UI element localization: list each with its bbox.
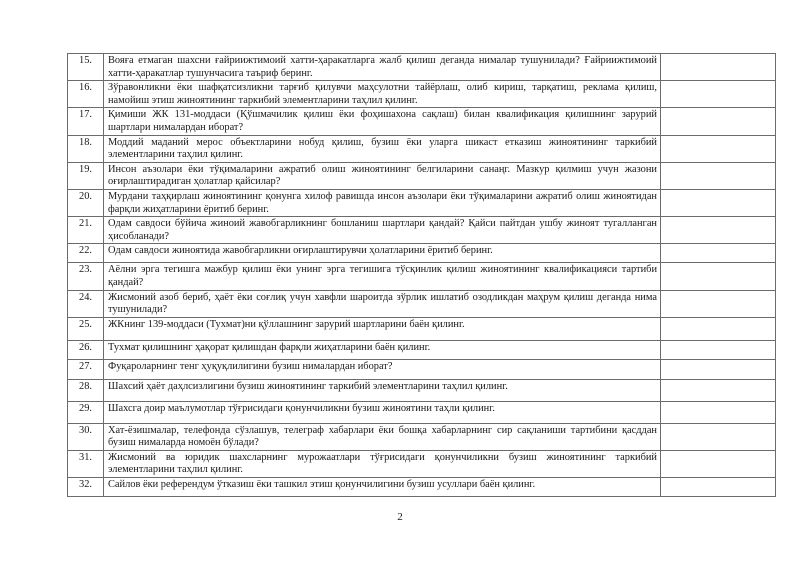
question-text: Одам савдоси бўйича жиноий жавобгарликнинг бошланиш шартлари қандай? Қайси пайтдан ушбу жиноят тугалланган ҳисобланади? [104, 217, 661, 244]
answer-cell [661, 244, 776, 263]
question-number: 32. [68, 478, 104, 497]
question-text: Шахсга доир маълумотлар тўғрисидаги қонунчиликни бузиш жиноятини таҳли қилинг. [104, 401, 661, 423]
answer-cell [661, 478, 776, 497]
question-number: 31. [68, 450, 104, 477]
table-row [68, 423, 776, 450]
answer-cell [661, 189, 776, 216]
table-row [68, 217, 776, 244]
question-number: 19. [68, 162, 104, 189]
table-row [68, 290, 776, 317]
question-number: 17. [68, 108, 104, 135]
table-row [68, 54, 776, 81]
questions-table [67, 53, 776, 497]
question-text: Одам савдоси жиноятида жавобгарликни оғирлаштирувчи ҳолатларини ёритиб беринг. [104, 244, 661, 263]
question-text: Аёлни эрга тегишга мажбур қилиш ёки унинг эрга тегишига тўсқинлик қилиш жиноятининг квалификацияси тартиби қандай? [104, 263, 661, 290]
question-text: Шахсий ҳаёт даҳлсизлигини бузиш жиноятининг таркибий элементларини таҳлил қилинг. [104, 379, 661, 401]
question-number: 29. [68, 401, 104, 423]
question-text: Фуқароларнинг тенг ҳуқуқлилигини бузиш нималардан иборат? [104, 359, 661, 379]
question-number: 23. [68, 263, 104, 290]
question-number: 22. [68, 244, 104, 263]
question-text: Инсон аъзолари ёки тўқималарини ажратиб олиш жиноятининг белгиларини санаңг. Мазкур қилмиш учун жазони оғирлаштирадиган ҳолатлар қайсилар? [104, 162, 661, 189]
question-number: 28. [68, 379, 104, 401]
table-row [68, 263, 776, 290]
question-number: 20. [68, 189, 104, 216]
answer-cell [661, 450, 776, 477]
table-row [68, 478, 776, 497]
answer-cell [661, 108, 776, 135]
answer-cell [661, 162, 776, 189]
answer-cell [661, 317, 776, 340]
question-number: 21. [68, 217, 104, 244]
questions-table-body [68, 54, 776, 497]
table-row [68, 450, 776, 477]
table-row [68, 108, 776, 135]
table-row [68, 81, 776, 108]
table-row [68, 401, 776, 423]
table-row [68, 189, 776, 216]
question-text: Жисмоний ва юридик шахсларнинг мурожаатлари тўғрисидаги қонунчиликни бузиш жиноятининг таркибий элементларини таҳлил қилинг. [104, 450, 661, 477]
answer-cell [661, 135, 776, 162]
question-text: Хат-ёзишмалар, телефонда сўзлашув, телеграф хабарлари ёки бошқа хабарларнинг сир сақланиши тартибини қасддан бузиш нималарда номоён бўлади? [104, 423, 661, 450]
question-number: 18. [68, 135, 104, 162]
questions-sheet [67, 53, 775, 497]
question-text: Жисмоний азоб бериб, ҳаёт ёки соғлиқ учун хавфли шароитда зўрлик ишлатиб озодликдан маҳрум қилиш деганда нима тушунилади? [104, 290, 661, 317]
answer-cell [661, 401, 776, 423]
answer-cell [661, 379, 776, 401]
question-number: 30. [68, 423, 104, 450]
answer-cell [661, 81, 776, 108]
question-number: 15. [68, 54, 104, 81]
question-text: Мурдани таҳқирлаш жиноятининг қонунга хилоф равишда инсон аъзолари ёки тўқималарини ажратиб олиш жиноятидан фарқли жиҳатларини ёритиб беринг. [104, 189, 661, 216]
question-text: ЖКнинг 139-моддаси (Тухмат)ни қўллашнинг зарурий шартларини баён қилинг. [104, 317, 661, 340]
question-text: Вояға етмаган шахсни ғайриижтимоий хатти-ҳаракатларга жалб қилиш деганда нималар тушунилади? Ғайриижтимоий хатти-ҳаракатлар тушунчасига таъриф беринг. [104, 54, 661, 81]
table-row [68, 359, 776, 379]
page-number: 2 [397, 511, 403, 523]
table-row [68, 244, 776, 263]
question-number: 27. [68, 359, 104, 379]
question-number: 25. [68, 317, 104, 340]
answer-cell [661, 359, 776, 379]
question-text: Тухмат қилишнинг ҳақорат қилишдан фарқли жиҳатларини баён қилинг. [104, 340, 661, 359]
question-text: Сайлов ёки референдум ўтказиш ёки ташкил этиш қонунчилигини бузиш усуллари баён қилинг. [104, 478, 661, 497]
answer-cell [661, 54, 776, 81]
table-row [68, 135, 776, 162]
answer-cell [661, 263, 776, 290]
question-number: 26. [68, 340, 104, 359]
question-number: 16. [68, 81, 104, 108]
question-number: 24. [68, 290, 104, 317]
question-text: Моддий маданий мерос объектларини нобуд қилиш, бузиш ёки уларга шикаст етказиш жиноятининг таркибий элементларини таҳлил қилинг. [104, 135, 661, 162]
table-row [68, 162, 776, 189]
question-text: Зўравонликни ёки шафқатсизликни тарғиб қилувчи маҳсулотни тайёрлаш, олиб кириш, тарқатиш, реклама қилиш, намойиш этиш жиноятининг таркибий элементларини таҳлил қилинг. [104, 81, 661, 108]
answer-cell [661, 290, 776, 317]
answer-cell [661, 340, 776, 359]
answer-cell [661, 423, 776, 450]
table-row [68, 340, 776, 359]
question-text: Қимиши ЖК 131-моддаси (Қўшмачилик қилиш ёки фоҳишахона сақлаш) билан квалификация қилишнинг зарурий шартлари нималардан иборат? [104, 108, 661, 135]
table-row [68, 317, 776, 340]
table-row [68, 379, 776, 401]
answer-cell [661, 217, 776, 244]
